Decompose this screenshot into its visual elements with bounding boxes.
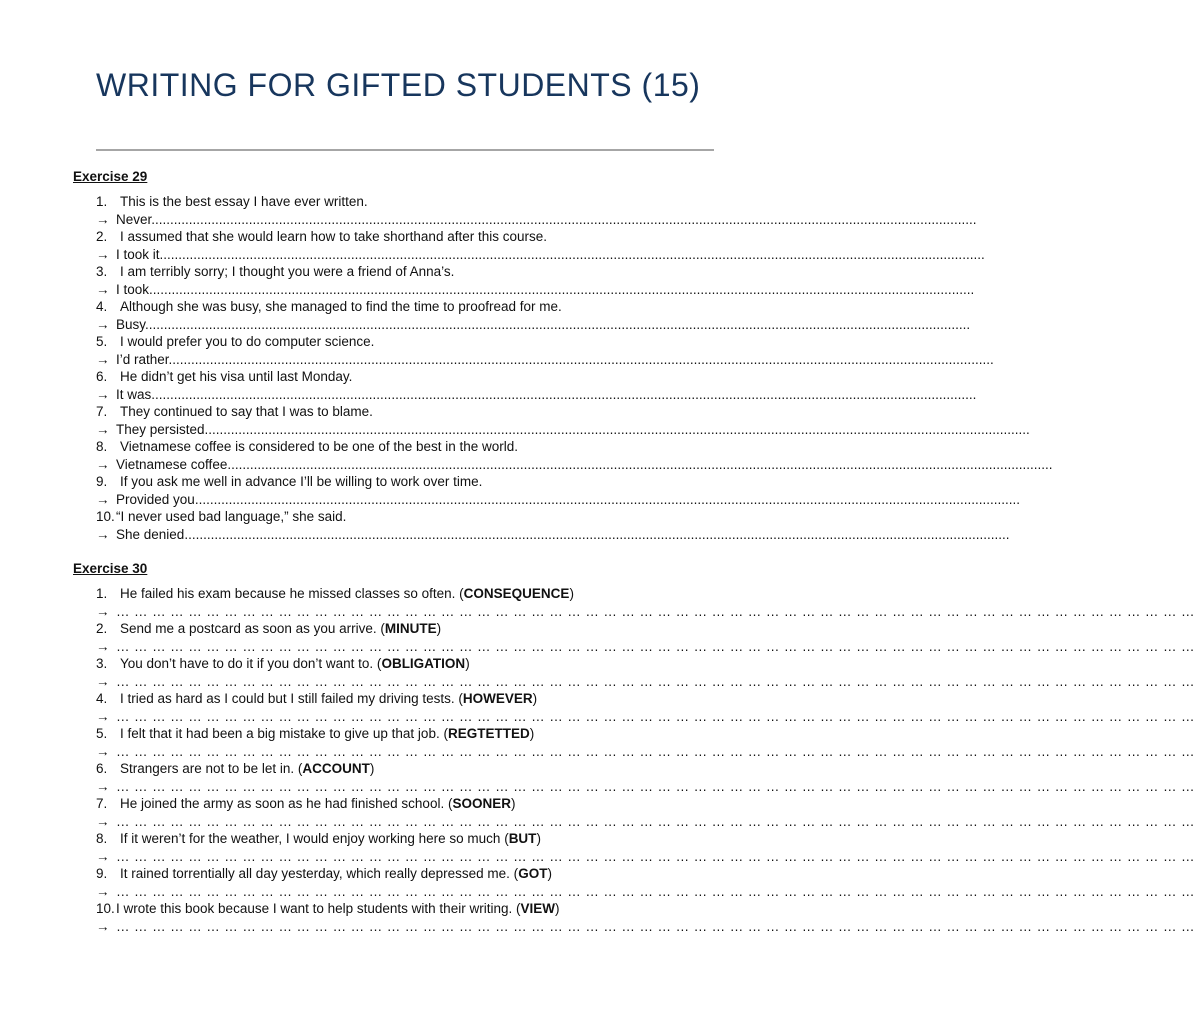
answer-blank[interactable]: … … … … … … … … … … … … … … … … … … … … … … … … … … … … … … … … … … … … … … … … … … … … … … … … … … … … … … … … … … … … — [116, 778, 1195, 794]
answer-blank[interactable]: ............................................................................................................................................................................................................................ — [204, 421, 1030, 437]
answer-blank[interactable]: ............................................................................................................................................................................................................................ — [227, 456, 1053, 472]
question-sentence: If it weren’t for the weather, I would enjoy working here so much ( — [120, 831, 509, 846]
question-sentence: I would prefer you to do computer science. — [120, 334, 375, 349]
exercise-item — [96, 438, 1053, 473]
arrow-icon: → — [96, 708, 110, 724]
exercise-item — [96, 193, 977, 228]
question-sentence: Vietnamese coffee is considered to be one of the best in the world. — [120, 439, 519, 454]
answer-prompt: It was — [116, 386, 152, 402]
answer-line[interactable] — [96, 491, 1020, 509]
question-sentence: You don’t have to do it if you don’t want to. ( — [120, 656, 382, 671]
keyword-close: ) — [569, 586, 574, 601]
question-number: 6. — [96, 761, 108, 776]
answer-blank[interactable]: ............................................................................................................................................................................................................................ — [168, 351, 994, 367]
arrow-icon: → — [96, 883, 110, 899]
arrow-icon: → — [96, 673, 110, 689]
question-line — [96, 228, 708, 246]
answer-prompt: Vietnamese coffee — [116, 456, 228, 472]
arrow-icon: → — [96, 386, 110, 402]
answer-prompt: She denied — [116, 526, 185, 542]
arrow-icon: → — [96, 316, 110, 332]
question-number: 7. — [96, 404, 108, 419]
answer-blank[interactable]: ............................................................................................................................................................................................................................ — [194, 491, 1020, 507]
question-number: 8. — [96, 439, 108, 454]
answer-line[interactable] — [96, 673, 1195, 691]
question-number: 9. — [96, 474, 108, 489]
keyword-close: ) — [532, 691, 538, 706]
answer-line[interactable] — [96, 386, 977, 404]
answer-line[interactable] — [96, 603, 1195, 621]
question-line — [96, 438, 708, 456]
question-sentence: “I never used bad language,” she said. — [116, 509, 347, 524]
exercise-item — [96, 620, 1195, 655]
arrow-icon: → — [96, 281, 110, 297]
exercise-item — [96, 760, 1195, 795]
question-line — [96, 690, 708, 708]
answer-line[interactable] — [96, 813, 1195, 831]
arrow-icon: → — [96, 813, 110, 829]
keyword-close: ) — [536, 831, 541, 846]
keyword: BUT — [508, 831, 537, 846]
answer-blank[interactable]: … … … … … … … … … … … … … … … … … … … … … … … … … … … … … … … … … … … … … … … … … … … … … … … … … … … … … … … … … … … … — [116, 638, 1195, 654]
question-line — [96, 900, 708, 918]
question-line — [96, 760, 708, 778]
exercise-item — [96, 725, 1195, 760]
keyword-close: ) — [369, 761, 375, 776]
answer-prompt: Never — [116, 211, 152, 227]
keyword: GOT — [518, 866, 548, 881]
answer-line[interactable] — [96, 848, 1195, 866]
keyword: REGTETTED — [447, 726, 530, 741]
question-line — [96, 725, 708, 743]
answer-blank[interactable]: … … … … … … … … … … … … … … … … … … … … … … … … … … … … … … … … … … … … … … … … … … … … … … … … … … … … … … … … … … … … — [116, 848, 1195, 864]
exercise-29-list — [96, 193, 1053, 543]
answer-prompt: They persisted — [116, 421, 205, 437]
exercise-item — [96, 830, 1195, 865]
keyword: ACCOUNT — [302, 761, 370, 776]
keyword-close: ) — [436, 621, 442, 636]
keyword: VIEW — [520, 901, 555, 916]
exercise-item — [96, 403, 1030, 438]
arrow-icon: → — [96, 421, 110, 437]
answer-blank[interactable]: ............................................................................................................................................................................................................................ — [184, 526, 1010, 542]
question-number: 9. — [96, 866, 108, 881]
question-number: 8. — [96, 831, 108, 846]
exercise-item — [96, 368, 977, 403]
title-divider — [96, 149, 714, 151]
answer-blank[interactable]: ............................................................................................................................................................................................................................ — [151, 211, 977, 227]
question-sentence: I am terribly sorry; I thought you were a friend of Anna’s. — [120, 264, 455, 279]
exercise-item — [96, 333, 994, 368]
question-number: 4. — [96, 691, 108, 706]
answer-line[interactable] — [96, 316, 971, 334]
keyword-close: ) — [547, 866, 552, 881]
arrow-icon: → — [96, 918, 110, 934]
answer-blank[interactable]: … … … … … … … … … … … … … … … … … … … … … … … … … … … … … … … … … … … … … … … … … … … … … … … … … … … … … … … … … … … … — [116, 883, 1195, 899]
question-line — [96, 333, 708, 351]
arrow-icon: → — [96, 603, 110, 619]
exercise-item — [96, 690, 1195, 725]
question-line — [96, 473, 708, 491]
keyword: CONSEQUENCE — [463, 586, 570, 601]
question-sentence: It rained torrentially all day yesterday, which really depressed me. ( — [120, 866, 519, 881]
question-sentence: They continued to say that I was to blame. — [120, 404, 373, 419]
question-sentence: He didn’t get his visa until last Monday. — [120, 369, 353, 384]
question-line — [96, 263, 708, 281]
question-sentence: Strangers are not to be let in. ( — [120, 761, 303, 776]
question-number: 4. — [96, 299, 108, 314]
answer-line[interactable] — [96, 778, 1195, 796]
exercise-item — [96, 228, 985, 263]
answer-prompt: I took — [116, 281, 150, 297]
exercise-item — [96, 585, 1195, 620]
answer-line[interactable] — [96, 708, 1195, 726]
exercise-item — [96, 508, 1010, 543]
exercise-item — [96, 263, 975, 298]
question-line — [96, 193, 708, 211]
answer-blank[interactable]: … … … … … … … … … … … … … … … … … … … … … … … … … … … … … … … … … … … … … … … … … … … … … … … … … … … … … … … … … … … … — [116, 673, 1195, 689]
exercise-29-heading: Exercise 29 — [73, 169, 148, 184]
answer-prompt: I’d rather — [116, 351, 169, 367]
question-line — [96, 655, 708, 673]
answer-blank[interactable]: ............................................................................................................................................................................................................................ — [145, 316, 971, 332]
question-sentence: He joined the army as soon as he had finished school. ( — [120, 796, 453, 811]
answer-line[interactable] — [96, 351, 994, 369]
exercise-item — [96, 900, 1195, 935]
keyword: OBLIGATION — [381, 656, 466, 671]
question-number: 2. — [96, 229, 108, 244]
keyword-close: ) — [510, 796, 516, 811]
answer-line[interactable] — [96, 421, 1030, 439]
question-sentence: If you ask me well in advance I’ll be willing to work over time. — [120, 474, 483, 489]
question-line — [96, 403, 708, 421]
answer-line[interactable] — [96, 211, 977, 229]
arrow-icon: → — [96, 211, 110, 227]
keyword: MINUTE — [384, 621, 437, 636]
arrow-icon: → — [96, 246, 110, 262]
question-number: 1. — [96, 194, 108, 209]
question-line — [96, 368, 708, 386]
question-number: 10. — [96, 901, 115, 916]
exercise-30-list — [96, 585, 1195, 935]
keyword-close: ) — [529, 726, 535, 741]
answer-blank[interactable]: ............................................................................................................................................................................................................................ — [151, 386, 977, 402]
question-number: 3. — [96, 264, 108, 279]
question-sentence: Send me a postcard as soon as you arrive. ( — [120, 621, 385, 636]
question-sentence: I tried as hard as I could but I still failed my driving tests. ( — [120, 691, 463, 706]
question-sentence: He failed his exam because he missed classes so often. ( — [120, 586, 464, 601]
question-line — [96, 795, 708, 813]
answer-line[interactable] — [96, 246, 985, 264]
question-number: 3. — [96, 656, 108, 671]
question-sentence: This is the best essay I have ever written. — [120, 194, 368, 209]
arrow-icon: → — [96, 526, 110, 542]
keyword: SOONER — [452, 796, 511, 811]
question-number: 10. — [96, 509, 115, 524]
question-number: 6. — [96, 369, 108, 384]
answer-prompt: Busy — [116, 316, 146, 332]
answer-blank[interactable]: ............................................................................................................................................................................................................................ — [149, 281, 975, 297]
arrow-icon: → — [96, 456, 110, 472]
question-sentence: I wrote this book because I want to help students with their writing. ( — [116, 901, 521, 916]
question-line — [96, 865, 708, 883]
answer-blank[interactable]: ............................................................................................................................................................................................................................ — [159, 246, 985, 262]
answer-blank[interactable]: … … … … … … … … … … … … … … … … … … … … … … … … … … … … … … … … … … … … … … … … … … … … … … … … … … … … … … … … … … … … — [116, 743, 1195, 759]
arrow-icon: → — [96, 491, 110, 507]
question-line — [96, 298, 708, 316]
page-title: WRITING FOR GIFTED STUDENTS (15) — [96, 67, 701, 103]
answer-prompt: I took it — [116, 246, 160, 262]
answer-line[interactable] — [96, 281, 975, 299]
keyword-close: ) — [554, 901, 560, 916]
arrow-icon: → — [96, 638, 110, 654]
question-line — [96, 620, 708, 638]
answer-line[interactable] — [96, 883, 1195, 901]
answer-line[interactable] — [96, 456, 1053, 474]
question-number: 2. — [96, 621, 108, 636]
question-line — [96, 585, 708, 603]
answer-blank[interactable]: … … … … … … … … … … … … … … … … … … … … … … … … … … … … … … … … … … … … … … … … … … … … … … … … … … … … … … … … … … … … — [116, 708, 1195, 724]
question-sentence: I felt that it had been a big mistake to give up that job. ( — [120, 726, 448, 741]
question-sentence: Although she was busy, she managed to find the time to proofread for me. — [120, 299, 562, 314]
exercise-item — [96, 655, 1195, 690]
keyword-close: ) — [465, 656, 470, 671]
question-sentence: I assumed that she would learn how to take shorthand after this course. — [120, 229, 547, 244]
exercise-item — [96, 795, 1195, 830]
question-line — [96, 508, 708, 526]
question-number: 7. — [96, 796, 108, 811]
arrow-icon: → — [96, 351, 110, 367]
question-number: 1. — [96, 586, 108, 601]
arrow-icon: → — [96, 743, 110, 759]
question-line — [96, 830, 708, 848]
exercise-30-heading: Exercise 30 — [73, 561, 148, 576]
question-number: 5. — [96, 334, 108, 349]
answer-prompt: Provided you — [116, 491, 195, 507]
exercise-item — [96, 865, 1195, 900]
answer-line[interactable] — [96, 743, 1195, 761]
answer-line[interactable] — [96, 638, 1195, 656]
answer-blank[interactable]: … … … … … … … … … … … … … … … … … … … … … … … … … … … … … … … … … … … … … … … … … … … … … … … … … … … … … … … … … … … … — [116, 603, 1195, 619]
question-number: 5. — [96, 726, 108, 741]
answer-blank[interactable]: … … … … … … … … … … … … … … … … … … … … … … … … … … … … … … … … … … … … … … … … … … … … … … … … … … … … … … … … … … … … — [116, 918, 1195, 934]
arrow-icon: → — [96, 848, 110, 864]
answer-line[interactable] — [96, 526, 1010, 544]
answer-blank[interactable]: … … … … … … … … … … … … … … … … … … … … … … … … … … … … … … … … … … … … … … … … … … … … … … … … … … … … … … … … … … … … — [116, 813, 1195, 829]
exercise-item — [96, 473, 1020, 508]
answer-line[interactable] — [96, 918, 1195, 936]
arrow-icon: → — [96, 778, 110, 794]
keyword: HOWEVER — [462, 691, 533, 706]
exercise-item — [96, 298, 971, 333]
